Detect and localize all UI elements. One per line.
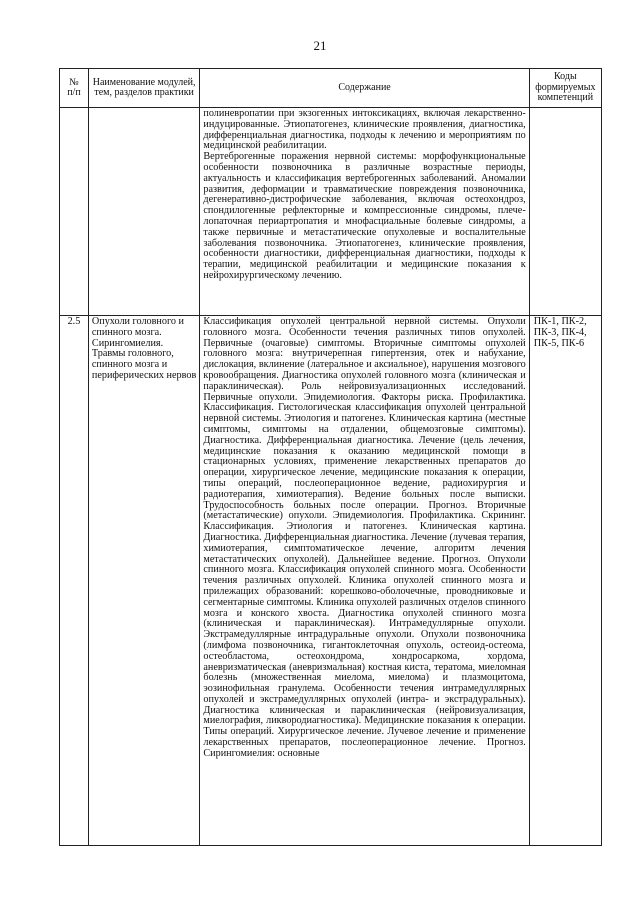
header-number: № п/п (60, 69, 89, 108)
row-content (200, 108, 529, 316)
row-module: Опухоли головного и спинного мозга. Сирингомиелия. Травмы головного, спинного мозга и периферических нервов (88, 316, 199, 846)
table-row (60, 316, 602, 846)
row-content (200, 316, 529, 846)
header-codes: Коды формируемых компетенций (529, 69, 601, 108)
row-number (60, 108, 89, 316)
row-module (88, 108, 199, 316)
row-codes (529, 108, 601, 316)
table-row (60, 108, 602, 316)
table-header-row (60, 69, 602, 108)
row-codes: ПК-1, ПК-2, ПК-3, ПК-4, ПК-5, ПК-6 (529, 316, 601, 846)
row-number: 2.5 (60, 316, 89, 846)
curriculum-table (59, 68, 602, 846)
page-number: 21 (313, 38, 327, 53)
content-paragraph: полиневропатии при экзогенных интоксикациях, включая лекарственно-индуцированные. Этиопатогенез, клинические проявления, диагностика, дифференциальная диагностика, подходы к лечению и мероприятиям по медицинской реабилитации. (203, 108, 526, 152)
header-content: Содержание (200, 69, 529, 108)
content-paragraph: Классификация опухолей центральной нервной системы. Опухоли головного мозга. Особенности течения различных типов опухолей. Первичные (очаговые) симптомы. Вторичные симптомы опухолей головного мозга: внутричерепная гипертензия, отек и набухание, дислокация, вклинение (латеральное и аксиальное), нарушения мозгового кровообращения. Диагностика опухолей головного мозга (клиническая и параклиническая). Роль нейровизуализационных исследований. Первичные опухоли. Эпидемиология. Факторы риска. Профилактика. Классификация. Гистологическая классификация опухолей центральной нервной системы. Этиология и патогенез. Клиническая картина (местные симптомы, симптомы на отдалении, общемозговые симптомы). Диагностика. Дифференциальная диагностика. Лечение (цель лечения, медицинские показания к оказанию медицинской помощи в стационарных условиях, применение лекарственных препаратов до операции, хирургическое лечение, медицинские показания к операции, типы операций, послеоперационное ведение, радиохирургия и радиотерапия, химиотерапия). Ведение больных после выписки. Трудоспособность больных после операции. Прогноз. Вторичные (метастатические) опухоли. Эпидемиология. Профилактика. Скрининг. Классификация. Этиология и патогенез. Клиническая картина. Диагностика. Дифференциальная диагностика. Лечение (лучевая терапия, химиотерапия, симптоматическое лечение, алгоритм лечения метастатических опухолей). Дальнейшее ведение. Прогноз. Опухоли спинного мозга. Классификация опухолей спинного мозга. Особенности течения различных опухолей. Клиника опухолей спинного мозга и прилежащих образований: корешково-оболочечные, проводниковые и сегментарные симптомы. Клиника опухолей различных отделов спинного мозга и конского хвоста. Диагностика опухолей спинного мозга (клиническая и параклиническая). Интрамедуллярные опухоли. Экстрамедуллярные интрадуральные опухоли. Опухоли позвоночника (лимфома позвоночника, гигантоклеточная опухоль, остеоид-остеома, остеобластома, остеохондрома, хондросаркома, хордома, аневризматическая (аневризмальная) костная киста, тератома, миеломная болезнь (множественная миелома, миелома) и плазмоцитома, эозинофильная гранулема. Особенности течения интрамедуллярных опухолей и экстрамедуллярных опухолей (интра- и экстрадуральных). Диагностика клиническая и параклиническая (нейровизуализация, миелография, ликвородиагностика). Медицинские показания к операции. Типы операций. Хирургическое лечение. Лучевое лечение и применение лекарственных препаратов, послеоперационное лечение. Прогноз. Сирингомиелия: основные (203, 316, 526, 759)
header-module: Наименование модулей, тем, разделов практики (88, 69, 199, 108)
content-paragraph: Вертеброгенные поражения нервной системы: морфофункциональные особенности позвоночника в различные возрастные периоды, актуальность и классификация вертеброгенных заболеваний. Аномалии развития, деформации и травматические повреждения позвоночника, дегенеративно-дистрофические заболевания, включая остеохондроз, спондилогенные рефлекторные и компрессионные синдромы, плече-лопаточная периартропатия и мнофасциальные болевые синдромы, а также первичные и метастатические опухолевые и воспалительные заболевания позвоночника. Этиопатогенез, клинические проявления, особенности диагностики, дифференциальная диагностики, подходы к терапии, медицинской реабилитации и медицинские показания к нейрохирургическому лечению. (203, 151, 526, 281)
